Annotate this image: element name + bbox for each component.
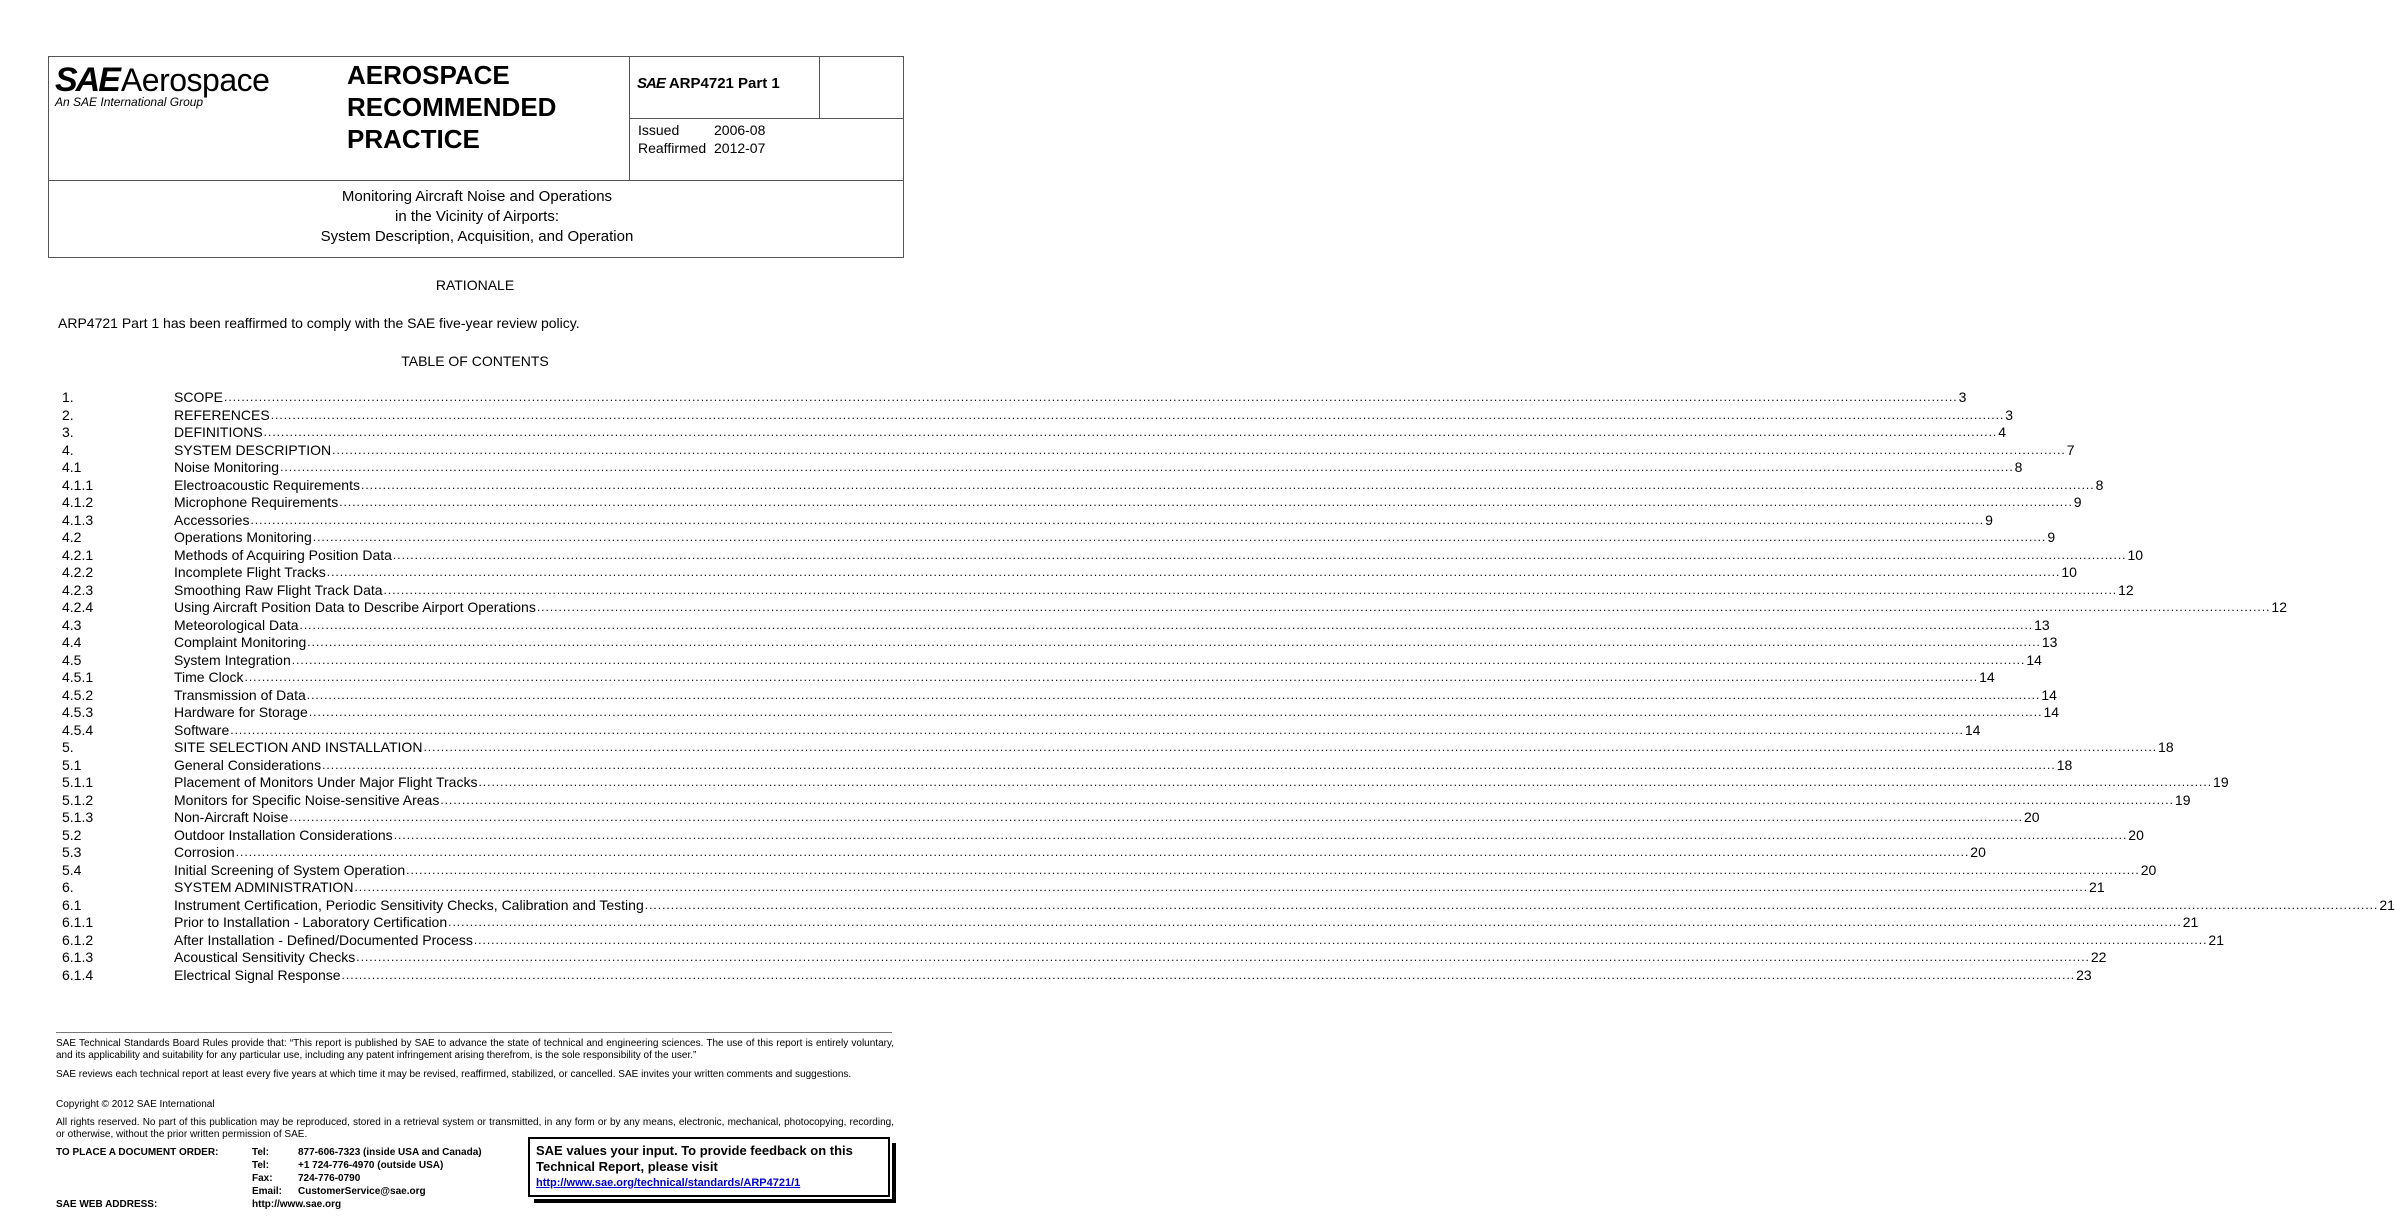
toc-number: 6. <box>62 879 74 895</box>
toc-page: 19 <box>2174 791 2191 808</box>
toc-leader: ................................................................................................................................................................................................................................................................................................................................................................................................................ <box>478 775 2213 789</box>
toc-number: 5. <box>62 739 74 755</box>
toc-title: Transmission of Data <box>174 686 306 703</box>
toc-number: 6.1.1 <box>62 914 94 930</box>
toc-entry[interactable] <box>62 966 2092 985</box>
toc-page: 9 <box>1985 511 1993 528</box>
toc-leader: ................................................................................................................................................................................................................................................................................................................................................................................................................ <box>536 600 2271 614</box>
toc-entry[interactable] <box>62 529 2056 547</box>
logo-brand: SAE <box>55 61 119 99</box>
toc-page: 13 <box>2034 616 2050 633</box>
toc-page: 3 <box>2005 406 2014 423</box>
rights-text: All rights reserved. No part of this publication may be reproduced, stored in a retrieval system or transmitted, in any form or by any means, electronic, mechanical, photocopying, recording, or otherwise, without the prior written permission of SAE. <box>56 1117 894 1140</box>
toc-number: 5.1.3 <box>62 809 94 825</box>
toc-number: 6.1.4 <box>62 966 94 983</box>
toc-title: REFERENCES <box>174 406 270 423</box>
toc-page: 23 <box>2076 966 2092 983</box>
toc-number: 4. <box>62 441 74 458</box>
toc-title: SYSTEM DESCRIPTION <box>174 441 332 458</box>
toc-leader: ................................................................................................................................................................................................................................................................................................................................................................................................................ <box>393 827 2128 842</box>
reaffirmed-label: Reaffirmed <box>638 140 707 156</box>
toc-number: 4.4 <box>62 634 82 650</box>
toc-number: 4.2.1 <box>62 546 94 563</box>
toc-number: 4.1 <box>62 459 82 475</box>
toc-title: Incomplete Flight Tracks <box>174 564 326 580</box>
toc-number: 6.1 <box>62 896 82 913</box>
toc-number: 4.1.3 <box>62 511 94 528</box>
issued-date: 2006-08 <box>714 122 766 138</box>
toc-page: 12 <box>2118 581 2134 598</box>
toc-page: 14 <box>1964 721 1981 738</box>
toc-page: 9 <box>2073 494 2082 510</box>
feedback-box <box>528 1137 890 1197</box>
toc-page: 18 <box>2158 739 2174 755</box>
toc-entry[interactable] <box>62 879 2105 897</box>
toc-page: 14 <box>1979 669 1995 685</box>
document-dates <box>638 121 765 157</box>
title-line: System Description, Acquisition, and Operation <box>320 228 634 245</box>
toc-entry[interactable] <box>62 669 1995 687</box>
toc-page: 21 <box>2379 896 2395 913</box>
toc-number: 2. <box>62 406 74 423</box>
title-line: in the Vicinity of Airports: <box>395 208 559 225</box>
toc-page: 3 <box>1958 389 1967 405</box>
divider <box>629 57 630 181</box>
email-value[interactable]: CustomerService@sae.org <box>298 1186 426 1197</box>
toc-title: General Considerations <box>174 756 322 773</box>
toc-title: Electrical Signal Response <box>174 966 341 983</box>
toc-entry[interactable] <box>62 389 1967 407</box>
doc-type-line: AEROSPACE <box>347 60 510 90</box>
toc-number: 4.2.4 <box>62 599 94 615</box>
toc-page: 20 <box>2128 826 2144 843</box>
toc-page: 14 <box>2041 686 2057 703</box>
toc-heading: TABLE OF CONTENTS <box>401 353 549 369</box>
toc-entry[interactable] <box>62 546 2144 565</box>
toc-page: 20 <box>2140 861 2157 878</box>
toc-number: 5.1.2 <box>62 791 94 808</box>
toc-page: 9 <box>2047 529 2056 545</box>
toc-title: System Integration <box>174 651 291 668</box>
toc-number: 3. <box>62 424 74 440</box>
title-line: Monitoring Aircraft Noise and Operations <box>341 188 613 205</box>
toc-leader: ................................................................................................................................................................................................................................................................................................................................................................................................................ <box>270 407 2005 422</box>
toc-leader: ................................................................................................................................................................................................................................................................................................................................................................................................................ <box>235 845 1970 859</box>
toc-title: Placement of Monitors Under Major Flight Tracks <box>174 774 478 790</box>
order-label: TO PLACE A DOCUMENT ORDER: <box>56 1147 219 1158</box>
toc-entry[interactable] <box>62 564 2077 582</box>
divider <box>49 180 904 181</box>
board-rules-text: SAE Technical Standards Board Rules provide that: “This report is published by SAE to advance the state of technical and engineering sciences. The use of this report is entirely voluntary, and its applicability and suitability for any particular use, including any patent infringement arising therefrom, is the sole responsibility of the user.” <box>56 1038 894 1061</box>
toc-number: 4.5 <box>62 651 82 668</box>
toc-leader: ................................................................................................................................................................................................................................................................................................................................................................................................................ <box>440 792 2174 807</box>
toc-title: Microphone Requirements <box>174 494 339 510</box>
toc-title: Non-Aircraft Noise <box>174 809 289 825</box>
toc-leader: ................................................................................................................................................................................................................................................................................................................................................................................................................ <box>360 477 2095 492</box>
toc-title: Complaint Monitoring <box>174 634 307 650</box>
toc-number: 4.2.2 <box>62 564 94 580</box>
logo-subtitle: An SAE International Group <box>55 95 204 109</box>
toc-leader: ................................................................................................................................................................................................................................................................................................................................................................................................................ <box>244 670 1979 684</box>
toc-entry[interactable] <box>62 494 2082 512</box>
toc-number: 5.1.1 <box>62 774 94 790</box>
toc-title: Time Clock <box>174 669 244 685</box>
toc-page: 4 <box>1998 424 2007 440</box>
logo-product: Aerospace <box>120 62 270 98</box>
toc-entry[interactable] <box>62 826 2144 845</box>
toc-leader: ................................................................................................................................................................................................................................................................................................................................................................................................................ <box>383 582 2118 597</box>
toc-page: 8 <box>2095 476 2104 493</box>
toc-title: Hardware for Storage <box>174 704 308 720</box>
issued-label: Issued <box>638 122 680 138</box>
toc-leader: ................................................................................................................................................................................................................................................................................................................................................................................................................ <box>339 495 2073 509</box>
toc-leader: ................................................................................................................................................................................................................................................................................................................................................................................................................ <box>306 687 2041 702</box>
toc-title: Using Aircraft Position Data to Describe Airport Operations <box>174 599 536 615</box>
toc-title: Software <box>174 721 230 738</box>
toc-title: SYSTEM ADMINISTRATION <box>174 879 354 895</box>
toc-page: 20 <box>2023 809 2040 825</box>
toc-title: Initial Screening of System Operation <box>174 861 406 878</box>
toc-title: Corrosion <box>174 844 235 860</box>
toc-leader: ................................................................................................................................................................................................................................................................................................................................................................................................................ <box>250 512 1985 527</box>
toc-page: 14 <box>2026 651 2042 668</box>
toc-leader: ................................................................................................................................................................................................................................................................................................................................................................................................................ <box>354 880 2089 894</box>
toc-page: 18 <box>2056 756 2073 773</box>
toc-page: 7 <box>2066 441 2075 458</box>
toc-leader: ................................................................................................................................................................................................................................................................................................................................................................................................................ <box>326 565 2061 579</box>
toc-title: Noise Monitoring <box>174 459 280 475</box>
toc-title: Acoustical Sensitivity Checks <box>174 949 356 965</box>
toc-page: 21 <box>2089 879 2105 895</box>
toc-leader: ................................................................................................................................................................................................................................................................................................................................................................................................................ <box>224 390 1958 404</box>
toc-number: 6.1.3 <box>62 949 94 965</box>
toc-page: 21 <box>2182 914 2199 930</box>
toc-leader: ................................................................................................................................................................................................................................................................................................................................................................................................................ <box>312 530 2047 544</box>
doc-type-line: PRACTICE <box>347 124 480 154</box>
sae-aerospace-logo <box>55 63 315 109</box>
fax-label: Fax: <box>252 1173 273 1184</box>
feedback-message: SAE values your input. To provide feedback on this Technical Report, please visit <box>536 1143 853 1174</box>
table-of-contents <box>62 389 2395 984</box>
toc-leader: ................................................................................................................................................................................................................................................................................................................................................................................................................ <box>291 652 2026 667</box>
toc-leader: ................................................................................................................................................................................................................................................................................................................................................................................................................ <box>289 810 2023 824</box>
toc-entry[interactable] <box>62 844 1986 862</box>
toc-number: 4.5.2 <box>62 686 94 703</box>
review-text: SAE reviews each technical report at least every five years at which time it may be revised, reaffirmed, stabilized, or cancelled. SAE invites your written comments and suggestions. <box>56 1069 852 1080</box>
toc-title: Methods of Acquiring Position Data <box>174 546 392 563</box>
header-box <box>48 56 904 258</box>
toc-entry[interactable] <box>62 581 2134 600</box>
divider <box>629 118 904 119</box>
toc-entry[interactable] <box>62 949 2107 967</box>
tel-label: Tel: <box>252 1147 270 1158</box>
toc-leader: ................................................................................................................................................................................................................................................................................................................................................................................................................ <box>392 547 2127 562</box>
toc-number: 4.2.3 <box>62 581 94 598</box>
copyright-text: Copyright © 2012 SAE International <box>56 1099 215 1110</box>
toc-number: 4.5.4 <box>62 721 94 738</box>
toc-number: 4.1.1 <box>62 476 94 493</box>
toc-number: 4.1.2 <box>62 494 94 510</box>
mini-sae-logo: SAE <box>637 75 665 92</box>
rationale-text: ARP4721 Part 1 has been reaffirmed to comply with the SAE five-year review policy. <box>58 315 580 331</box>
toc-title: Accessories <box>174 511 250 528</box>
web-value[interactable]: http://www.sae.org <box>252 1199 342 1210</box>
toc-leader: ................................................................................................................................................................................................................................................................................................................................................................................................................ <box>473 932 2208 947</box>
toc-title: Outdoor Installation Considerations <box>174 826 393 843</box>
document-title <box>49 187 905 247</box>
toc-leader: ................................................................................................................................................................................................................................................................................................................................................................................................................ <box>448 915 2182 929</box>
toc-page: 8 <box>2014 459 2023 475</box>
toc-title: DEFINITIONS <box>174 424 263 440</box>
toc-number: 6.1.2 <box>62 931 94 948</box>
toc-number: 5.3 <box>62 844 82 860</box>
toc-entry[interactable] <box>62 441 2075 460</box>
rationale-heading: RATIONALE <box>435 277 515 293</box>
toc-leader: ................................................................................................................................................................................................................................................................................................................................................................................................................ <box>299 617 2034 632</box>
toc-leader: ................................................................................................................................................................................................................................................................................................................................................................................................................ <box>263 425 1998 439</box>
toc-entry[interactable] <box>62 424 2007 442</box>
tel-value: +1 724-776-4970 (outside USA) <box>298 1160 444 1171</box>
toc-title: SITE SELECTION AND INSTALLATION <box>174 739 423 755</box>
doc-type-line: RECOMMENDED <box>347 92 557 122</box>
toc-leader: ................................................................................................................................................................................................................................................................................................................................................................................................................ <box>322 757 2056 772</box>
toc-leader: ................................................................................................................................................................................................................................................................................................................................................................................................................ <box>230 722 1964 737</box>
toc-number: 4.2 <box>62 529 82 545</box>
fax-value: 724-776-0790 <box>298 1173 361 1184</box>
toc-page: 20 <box>1970 844 1986 860</box>
toc-title: Monitors for Specific Noise-sensitive Areas <box>174 791 440 808</box>
web-label: SAE WEB ADDRESS: <box>56 1199 158 1210</box>
toc-entry[interactable] <box>62 651 2042 670</box>
email-label: Email: <box>252 1186 283 1197</box>
toc-entry[interactable] <box>62 599 2287 617</box>
doc-number: ARP4721 Part 1 <box>668 75 780 92</box>
toc-leader: ................................................................................................................................................................................................................................................................................................................................................................................................................ <box>341 967 2076 982</box>
toc-page: 22 <box>2090 949 2107 965</box>
toc-title: Prior to Installation - Laboratory Certification <box>174 914 448 930</box>
toc-number: 5.4 <box>62 861 82 878</box>
toc-number: 5.1 <box>62 756 82 773</box>
toc-entry[interactable] <box>62 914 2199 932</box>
document-type <box>347 59 617 155</box>
toc-page: 10 <box>2127 546 2144 563</box>
toc-entry[interactable] <box>62 459 2023 477</box>
toc-number: 4.3 <box>62 616 82 633</box>
toc-title: SCOPE <box>174 389 224 405</box>
tel-label: Tel: <box>252 1160 270 1171</box>
reaffirmed-date: 2012-07 <box>714 140 766 156</box>
toc-leader: ................................................................................................................................................................................................................................................................................................................................................................................................................ <box>644 897 2379 912</box>
toc-page: 21 <box>2208 931 2224 948</box>
toc-entry[interactable] <box>62 721 1981 740</box>
toc-title: Smoothing Raw Flight Track Data <box>174 581 383 598</box>
toc-leader: ................................................................................................................................................................................................................................................................................................................................................................................................................ <box>356 950 2090 964</box>
toc-entry[interactable] <box>62 896 2395 915</box>
document-number <box>637 75 825 92</box>
toc-entry[interactable] <box>62 861 2157 880</box>
toc-leader: ................................................................................................................................................................................................................................................................................................................................................................................................................ <box>406 862 2140 877</box>
toc-entry[interactable] <box>62 511 1993 530</box>
toc-title: After Installation - Defined/Documented Process <box>174 931 473 948</box>
toc-title: Instrument Certification, Periodic Sensitivity Checks, Calibration and Testing <box>174 896 644 913</box>
order-info <box>56 1146 482 1211</box>
toc-number: 4.5.1 <box>62 669 94 685</box>
toc-entry[interactable] <box>62 756 2073 775</box>
toc-page: 10 <box>2061 564 2077 580</box>
toc-entry[interactable] <box>62 704 2060 722</box>
toc-entry[interactable] <box>62 739 2174 757</box>
toc-title: Meteorological Data <box>174 616 299 633</box>
toc-number: 1. <box>62 389 74 405</box>
footer-rule <box>56 1032 892 1033</box>
toc-title: Operations Monitoring <box>174 529 312 545</box>
toc-title: Electroacoustic Requirements <box>174 476 360 493</box>
toc-entry[interactable] <box>62 616 2050 635</box>
toc-leader: ................................................................................................................................................................................................................................................................................................................................................................................................................ <box>332 442 2066 457</box>
toc-number: 4.5.3 <box>62 704 94 720</box>
tel-value: 877-606-7323 (inside USA and Canada) <box>298 1147 482 1158</box>
toc-entry[interactable] <box>62 809 2040 827</box>
toc-leader: ................................................................................................................................................................................................................................................................................................................................................................................................................ <box>280 460 2014 474</box>
toc-entry[interactable] <box>62 634 2058 652</box>
feedback-link[interactable]: http://www.sae.org/technical/standards/ARP4721/1 <box>536 1177 801 1189</box>
toc-page: 12 <box>2271 599 2287 615</box>
toc-leader: ................................................................................................................................................................................................................................................................................................................................................................................................................ <box>423 740 2158 754</box>
toc-page: 14 <box>2043 704 2060 720</box>
toc-entry[interactable] <box>62 774 2229 792</box>
toc-entry[interactable] <box>62 791 2191 810</box>
toc-leader: ................................................................................................................................................................................................................................................................................................................................................................................................................ <box>307 635 2041 649</box>
toc-page: 19 <box>2213 774 2229 790</box>
toc-entry[interactable] <box>62 686 2057 705</box>
toc-page: 13 <box>2041 634 2058 650</box>
toc-entry[interactable] <box>62 406 2014 425</box>
toc-entry[interactable] <box>62 931 2224 950</box>
toc-leader: ................................................................................................................................................................................................................................................................................................................................................................................................................ <box>308 705 2043 719</box>
toc-entry[interactable] <box>62 476 2104 495</box>
toc-number: 5.2 <box>62 826 82 843</box>
